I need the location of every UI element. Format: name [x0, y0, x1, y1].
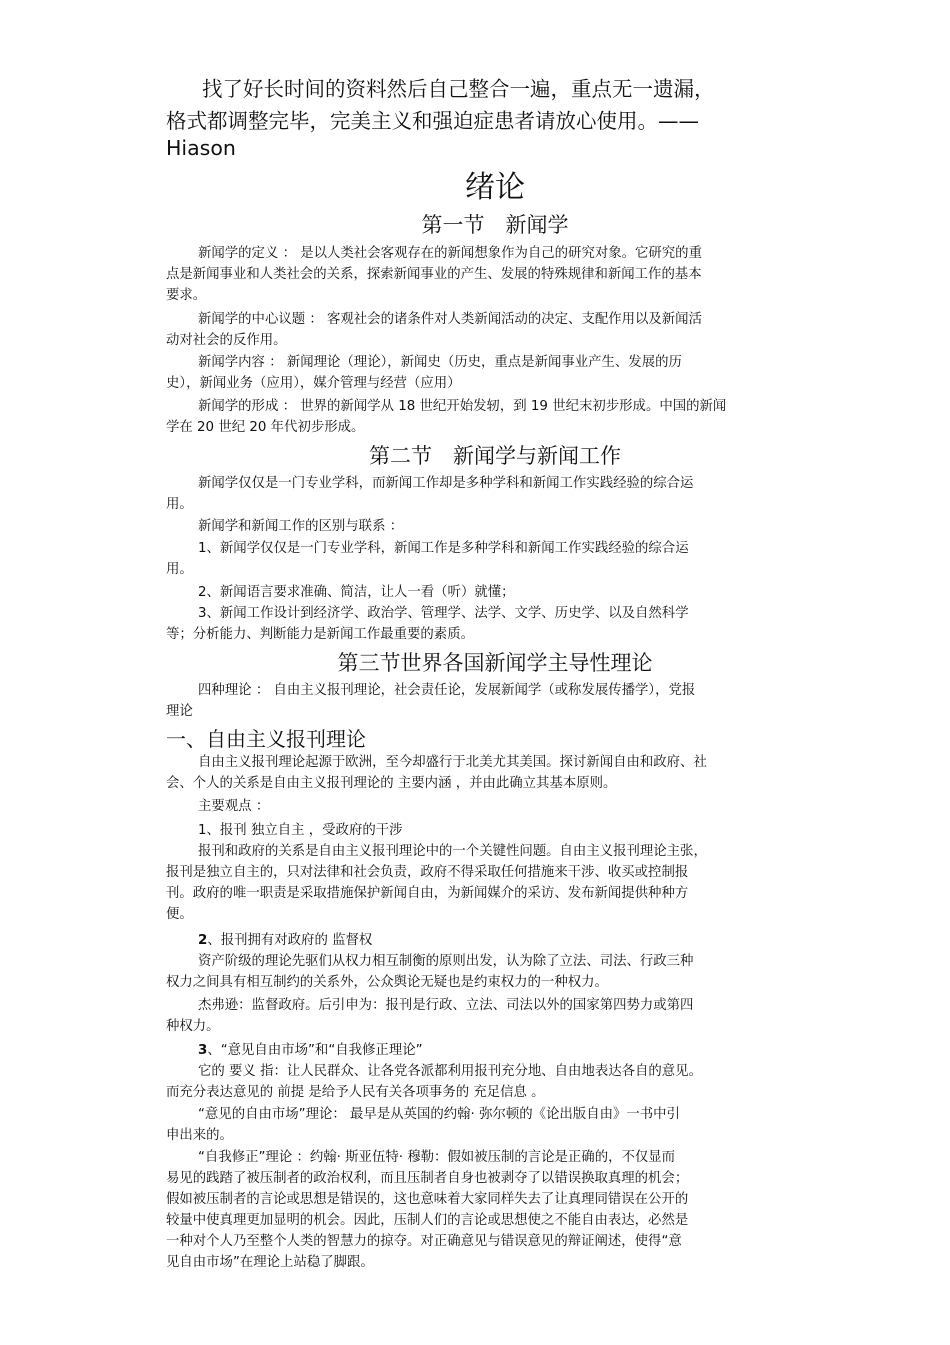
text-line: 四种理论 ： 自由主义报刊理论，社会责任论，发展新闻学（或称发展传播学），党报 [198, 683, 696, 698]
paragraph [166, 473, 816, 515]
paragraph [166, 1040, 816, 1061]
text-line: 假如被压制者的言论或思想是错误的，这也意味着大家同样失去了让真理同错误在公开的 [166, 1192, 689, 1207]
paragraph [166, 1147, 816, 1273]
paragraph [166, 582, 816, 603]
chapter-title: 绪论 [465, 170, 525, 205]
text-line: 史），新闻业务（应用），媒介管理与经营（应用） [166, 376, 461, 391]
text-line: 1、新闻学仅仅是一门专业学科，新闻工作是多种学科和新闻工作实践经验的综合运 [198, 541, 689, 556]
paragraph [166, 352, 816, 394]
item-number: 3 [198, 1043, 208, 1058]
text-line: 报刊和政府的关系是自由主义报刊理论中的一个关键性问题。自由主义报刊理论主张， [198, 844, 707, 859]
paragraph [166, 309, 816, 351]
paragraph [166, 1061, 816, 1103]
text-line: 资产阶级的理论先驱们从权力相互制衡的原则出发，认为除了立法、司法、行政三种 [198, 954, 694, 969]
section-heading-1: 第一节 新闻学 [421, 213, 569, 237]
text-line: 3、新闻工作设计到经济学、政治学、管理学、法学、文学、历史学、以及自然科学 [198, 606, 689, 621]
paragraph [166, 752, 816, 794]
text-line: 2、新闻语言要求准确、简洁，让人一看（听）就懂； [198, 585, 515, 600]
section-heading-2: 第二节 新闻学与新闻工作 [369, 444, 621, 468]
paragraph [166, 1104, 816, 1146]
text-line [166, 1040, 816, 1061]
text-line: 学在 20 世纪 20 年代初步形成。 [166, 420, 365, 435]
text-line: 动对社会的反作用。 [166, 333, 287, 348]
text-line: 要求。 [166, 288, 207, 303]
text-line: 1、报刊 独立自主 ，受政府的干涉 [198, 823, 403, 838]
text-line: 报刊是独立自主的，只对法律和社会负责，政府不得采取任何措施来干涉、收买或控制报 [166, 865, 689, 880]
paragraph [166, 538, 816, 580]
text-line: “意见的自由市场”理论： 最早是从英国的约翰· 弥尔顿的《论出版自由》一书中引 [198, 1107, 680, 1122]
text-line: 自由主义报刊理论起源于欧洲，至今却盛行于北美尤其美国。探讨新闻自由和政府、社 [198, 755, 707, 770]
text-line: 主要观点 ： [198, 799, 270, 814]
intro-line: 格式都调整完毕，完美主义和强迫症患者请放心使用。—— [166, 109, 699, 133]
text-line: 权力之间具有相互制约的关系外，公众舆论无疑也是约束权力的一种权力。 [166, 975, 608, 990]
paragraph [166, 396, 816, 438]
text-line: 而充分表达意见的 前提 是给予人民有关各项事务的 充足信息 。 [166, 1085, 545, 1100]
paragraph [166, 680, 816, 722]
text-line: 见自由市场”在理论上站稳了脚跟。 [166, 1255, 374, 1270]
text-line: 新闻学仅仅是一门专业学科，而新闻工作却是多种学科和新闻工作实践经验的综合运 [198, 476, 694, 491]
subsection-heading: 一、自由主义报刊理论 [166, 727, 366, 751]
paragraph [166, 516, 816, 537]
text-line: 等；分析能力、判断能力是新闻工作最重要的素质。 [166, 627, 474, 642]
text-line: 申出来的。 [166, 1128, 233, 1143]
text-line: 新闻学的定义 ： 是以人类社会客观存在的新闻想象作为自己的研究对象。它研究的重 [198, 246, 702, 261]
section-heading-3: 第三节世界各国新闻学主导性理论 [337, 651, 653, 675]
text-line: 理论 [166, 704, 193, 719]
text-line: 它的 要义 指：让人民群众、让各党各派都利用报刊充分地、自由地表达各自的意见。 [198, 1064, 702, 1079]
paragraph [166, 603, 816, 645]
text-line: 便。 [166, 907, 193, 922]
text-line [166, 930, 816, 951]
paragraph [166, 796, 816, 817]
text-line: 新闻学的形成 ： 世界的新闻学从 18 世纪开始发轫，到 19 世纪末初步形成。中国的新闻 [198, 399, 727, 414]
text-line: 用。 [166, 497, 193, 512]
text-line: 易见的践踏了被压制者的政治权利，而且压制者自身也被剥夺了以错误换取真理的机会； [166, 1171, 689, 1186]
text-line: 新闻学内容 ： 新闻理论（理论），新闻史（历史，重点是新闻事业产生、发展的历 [198, 355, 682, 370]
item-number: 2 [198, 933, 208, 948]
text-line: 用。 [166, 562, 193, 577]
text-line: 杰弗逊：监督政府。后引申为：报刊是行政、立法、司法以外的国家第四势力或第四 [198, 998, 694, 1013]
text-line: 种权力。 [166, 1019, 220, 1034]
paragraph [166, 951, 816, 993]
text-fragment: 、报刊拥有对政府的 监督权 [207, 933, 373, 948]
paragraph [166, 995, 816, 1037]
text-line: 一种对个人乃至整个人类的智慧力的掠夺。对正确意见与错误意见的辩证阐述，使得“意 [166, 1234, 682, 1249]
paragraph [166, 820, 816, 841]
text-line: “自我修正”理论 ：约翰· 斯亚伍特· 穆勒：假如被压制的言论是正确的，不仅显而 [198, 1150, 676, 1165]
text-line: 会、个人的关系是自由主义报刊理论的 主要内涵 ，并由此确立其基本原则。 [166, 776, 617, 791]
paragraph [166, 243, 816, 306]
text-line: 刊。政府的唯一职责是采取措施保护新闻自由，为新闻媒介的采访、发布新闻提供种种方 [166, 886, 689, 901]
paragraph [166, 841, 816, 925]
text-line: 新闻学的中心议题 ： 客观社会的诸条件对人类新闻活动的决定、支配作用以及新闻活 [198, 312, 702, 327]
text-line: 较量中使真理更加显明的机会。因此，压制人们的言论或思想使之不能自由表达，必然是 [166, 1213, 689, 1228]
text-fragment: 、“意见自由市场”和“自我修正理论” [207, 1043, 423, 1058]
intro-line: 找了好长时间的资料然后自己整合一遍，重点无一遗漏， [202, 77, 715, 101]
intro-author: Hiason [166, 136, 236, 160]
paragraph [166, 930, 816, 951]
text-line: 新闻学和新闻工作的区别与联系 ： [198, 519, 404, 534]
text-line: 点是新闻事业和人类社会的关系，探索新闻事业的产生、发展的特殊规律和新闻工作的基本 [166, 267, 702, 282]
